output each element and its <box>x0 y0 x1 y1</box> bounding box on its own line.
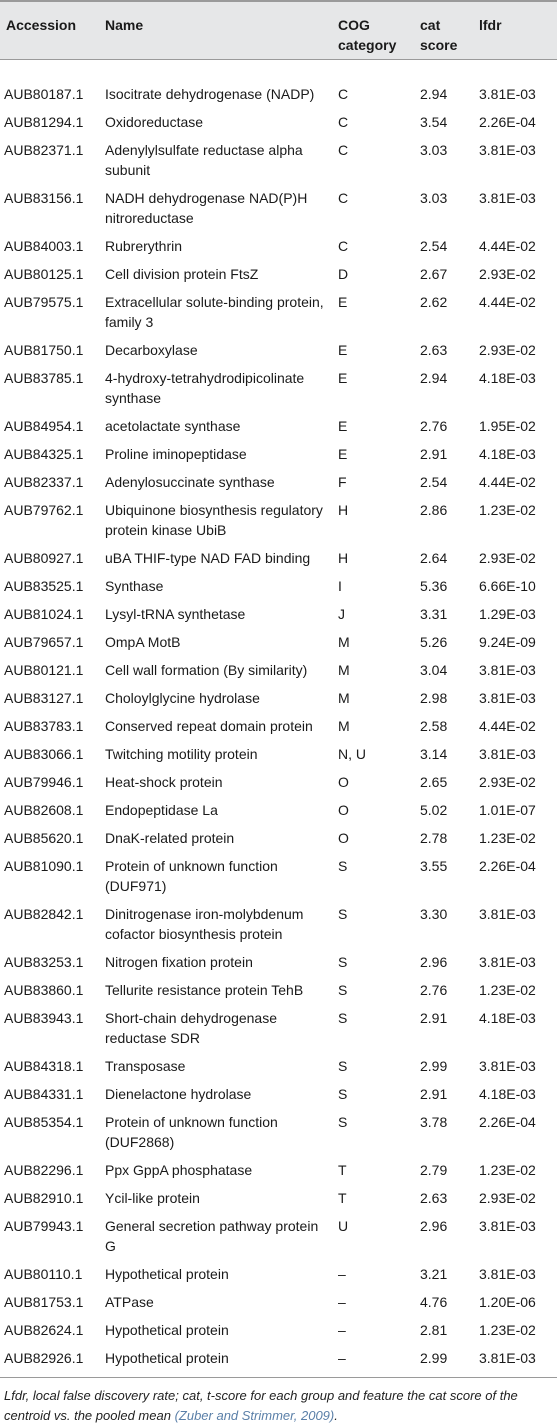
cell-lfdr: 2.26E-04 <box>479 113 536 130</box>
cell-cat-score: 2.63 <box>420 1189 448 1206</box>
cell-name: NADH dehydrogenase NAD(P)H nitroreductase <box>105 189 308 226</box>
cell-name: Short-chain dehydrogenase reductase SDR <box>105 1009 278 1046</box>
cell-cat-score: 2.67 <box>420 265 448 282</box>
cell-accession: AUB81753.1 <box>4 1293 84 1310</box>
cell-cat-score: 2.99 <box>420 1349 448 1366</box>
table-row <box>0 1004 557 1052</box>
table-header <box>0 1 557 59</box>
cell-cog-category: C <box>338 189 349 206</box>
cell-lfdr: 1.23E-02 <box>479 1161 536 1178</box>
cell-cat-score: 2.96 <box>420 953 448 970</box>
table-row <box>0 1052 557 1080</box>
footnote-end: . <box>334 1407 338 1423</box>
cell-lfdr: 3.81E-03 <box>479 745 536 762</box>
table-row <box>0 364 557 412</box>
cell-lfdr: 3.81E-03 <box>479 141 536 158</box>
cell-name: Nitrogen fixation protein <box>105 953 253 970</box>
cell-cog-category: E <box>338 341 348 358</box>
cell-cog-category: C <box>338 113 349 130</box>
cell-accession: AUB79762.1 <box>4 501 84 518</box>
cell-cog-category: M <box>338 633 350 650</box>
cell-cat-score: 2.64 <box>420 549 448 566</box>
table-row <box>0 656 557 684</box>
cell-lfdr: 3.81E-03 <box>479 189 536 206</box>
cell-lfdr: 4.18E-03 <box>479 1085 536 1102</box>
cell-cat-score: 2.86 <box>420 501 448 518</box>
cell-lfdr: 1.95E-02 <box>479 417 536 434</box>
footnote-reference-link[interactable]: (Zuber and Strimmer, 2009) <box>174 1407 335 1423</box>
cell-accession: AUB79657.1 <box>4 633 84 650</box>
cell-cog-category: S <box>338 905 348 922</box>
table-row <box>0 1156 557 1184</box>
table-row <box>0 684 557 712</box>
table-row <box>0 288 557 336</box>
table-row <box>0 948 557 976</box>
cell-accession: AUB81294.1 <box>4 113 84 130</box>
cell-lfdr: 4.44E-02 <box>479 293 536 310</box>
header-name: Name <box>105 17 144 33</box>
table-row <box>0 136 557 184</box>
cell-lfdr: 3.81E-03 <box>479 85 536 102</box>
cell-name: Tellurite resistance protein TehB <box>105 981 304 998</box>
cell-accession: AUB84003.1 <box>4 237 84 254</box>
cell-accession: AUB82910.1 <box>4 1189 84 1206</box>
table-row <box>0 976 557 1004</box>
cell-cog-category: S <box>338 857 348 874</box>
cell-accession: AUB83253.1 <box>4 953 84 970</box>
cell-name: DnaK-related protein <box>105 829 235 846</box>
cell-name: Ubiquinone biosynthesis regulatory protein kinase UbiB <box>105 501 323 538</box>
cell-cog-category: S <box>338 1113 348 1130</box>
cell-accession: AUB83525.1 <box>4 577 84 594</box>
cell-lfdr: 2.93E-02 <box>479 265 536 282</box>
cell-accession: AUB84325.1 <box>4 445 84 462</box>
cell-accession: AUB83860.1 <box>4 981 84 998</box>
cell-cog-category: E <box>338 369 348 386</box>
cell-lfdr: 4.44E-02 <box>479 237 536 254</box>
cell-name: Adenylosuccinate synthase <box>105 473 275 490</box>
cell-lfdr: 1.29E-03 <box>479 605 536 622</box>
cell-name: Ppx GppA phosphatase <box>105 1161 253 1178</box>
cell-cog-category: E <box>338 445 348 462</box>
table-row <box>0 1344 557 1378</box>
cell-lfdr: 2.26E-04 <box>479 857 536 874</box>
cell-name: Choloylglycine hydrolase <box>105 689 260 706</box>
cell-name: Dinitrogenase iron-molybdenum cofactor biosynthesis protein <box>105 905 304 942</box>
cell-lfdr: 3.81E-03 <box>479 1057 536 1074</box>
cell-cat-score: 5.02 <box>420 801 448 818</box>
cell-accession: AUB81750.1 <box>4 341 84 358</box>
cell-cat-score: 3.14 <box>420 745 448 762</box>
header-cat-line2: score <box>420 37 458 53</box>
cell-cat-score: 2.79 <box>420 1161 448 1178</box>
cell-cat-score: 2.91 <box>420 445 448 462</box>
cell-cog-category: – <box>338 1321 346 1338</box>
cell-cat-score: 2.65 <box>420 773 448 790</box>
cell-accession: AUB83066.1 <box>4 745 84 762</box>
cell-cat-score: 2.54 <box>420 237 448 254</box>
cell-name: Isocitrate dehydrogenase (NADP) <box>105 85 315 102</box>
cell-cat-score: 5.36 <box>420 577 448 594</box>
cell-cog-category: H <box>338 549 349 566</box>
cell-accession: AUB80125.1 <box>4 265 84 282</box>
cell-cog-category: D <box>338 265 349 282</box>
cell-accession: AUB80110.1 <box>4 1265 83 1282</box>
cell-accession: AUB82926.1 <box>4 1349 84 1366</box>
header-cat-line1: cat <box>420 17 441 33</box>
table-row <box>0 412 557 440</box>
cell-cat-score: 2.54 <box>420 473 448 490</box>
cell-cat-score: 2.76 <box>420 981 448 998</box>
cell-name: Cell division protein FtsZ <box>105 265 259 282</box>
cell-cog-category: T <box>338 1161 347 1178</box>
cell-accession: AUB80121.1 <box>4 661 84 678</box>
cell-cat-score: 2.63 <box>420 341 448 358</box>
cell-cog-category: E <box>338 417 348 434</box>
table-row <box>0 1260 557 1288</box>
cell-cat-score: 2.91 <box>420 1085 448 1102</box>
cell-accession: AUB85620.1 <box>4 829 84 846</box>
table-row <box>0 336 557 364</box>
cell-cog-category: M <box>338 661 350 678</box>
table-row <box>0 496 557 544</box>
cell-cat-score: 5.26 <box>420 633 448 650</box>
cell-cog-category: U <box>338 1217 349 1234</box>
header-cog-category <box>334 1 416 59</box>
cell-lfdr: 1.01E-07 <box>479 801 536 818</box>
cell-cat-score: 2.98 <box>420 689 448 706</box>
cell-cog-category: C <box>338 237 349 254</box>
cell-cog-category: M <box>338 689 350 706</box>
cell-cog-category: S <box>338 953 348 970</box>
cell-cog-category: – <box>338 1293 346 1310</box>
cell-name: Heat-shock protein <box>105 773 223 790</box>
table-row <box>0 824 557 852</box>
cell-lfdr: 1.23E-02 <box>479 981 536 998</box>
cell-lfdr: 9.24E-09 <box>479 633 536 650</box>
table-row <box>0 852 557 900</box>
cell-cog-category: S <box>338 1009 348 1026</box>
cell-lfdr: 2.93E-02 <box>479 341 536 358</box>
cell-lfdr: 3.81E-03 <box>479 905 536 922</box>
cell-name: Transposase <box>105 1057 186 1074</box>
cell-lfdr: 1.23E-02 <box>479 1321 536 1338</box>
cell-accession: AUB84318.1 <box>4 1057 84 1074</box>
cell-name: Oxidoreductase <box>105 113 204 130</box>
cell-accession: AUB83943.1 <box>4 1009 84 1026</box>
table-row <box>0 1288 557 1316</box>
cell-name: Ycil-like protein <box>105 1189 200 1206</box>
cell-lfdr: 3.81E-03 <box>479 661 536 678</box>
cell-cog-category: – <box>338 1349 346 1366</box>
cell-cat-score: 3.78 <box>420 1113 448 1130</box>
cell-cat-score: 2.94 <box>420 369 448 386</box>
table-row <box>0 572 557 600</box>
cell-cat-score: 2.81 <box>420 1321 448 1338</box>
cell-lfdr: 1.20E-06 <box>479 1293 536 1310</box>
cell-cat-score: 2.96 <box>420 1217 448 1234</box>
cell-cat-score: 2.58 <box>420 717 448 734</box>
cell-cog-category: C <box>338 141 349 158</box>
cell-name: Hypothetical protein <box>105 1265 229 1282</box>
header-lfdr: lfdr <box>479 17 502 33</box>
cell-cog-category: O <box>338 829 349 846</box>
cell-accession: AUB82624.1 <box>4 1321 84 1338</box>
cell-cog-category: F <box>338 473 347 490</box>
cell-cat-score: 3.03 <box>420 189 448 206</box>
cell-name: General secretion pathway protein G <box>105 1217 319 1254</box>
cell-lfdr: 6.66E-10 <box>479 577 536 594</box>
cell-cog-category: E <box>338 293 348 310</box>
cell-lfdr: 4.18E-03 <box>479 445 536 462</box>
cell-lfdr: 4.44E-02 <box>479 473 536 490</box>
cell-cog-category: O <box>338 773 349 790</box>
cell-lfdr: 4.44E-02 <box>479 717 536 734</box>
header-cog-line1: COG <box>338 17 370 33</box>
cell-accession: AUB80927.1 <box>4 549 84 566</box>
cell-accession: AUB84954.1 <box>4 417 84 434</box>
table-row <box>0 232 557 260</box>
cell-name: Lysyl-tRNA synthetase <box>105 605 246 622</box>
cell-name: Cell wall formation (By similarity) <box>105 661 308 678</box>
cell-accession: AUB85354.1 <box>4 1113 84 1130</box>
cell-name: Decarboxylase <box>105 341 198 358</box>
table-body <box>0 59 557 1377</box>
header-row <box>0 1 557 59</box>
cell-name: ATPase <box>105 1293 154 1310</box>
cell-lfdr: 3.81E-03 <box>479 953 536 970</box>
cell-lfdr: 2.93E-02 <box>479 773 536 790</box>
cell-accession: AUB82842.1 <box>4 905 84 922</box>
cell-cat-score: 4.76 <box>420 1293 448 1310</box>
cell-name: OmpA MotB <box>105 633 181 650</box>
cell-cat-score: 2.76 <box>420 417 448 434</box>
cell-name: uBA THIF-type NAD FAD binding <box>105 549 311 566</box>
cell-name: Proline iminopeptidase <box>105 445 247 462</box>
cell-name: Rubrerythrin <box>105 237 183 254</box>
cell-accession: AUB79575.1 <box>4 293 84 310</box>
cell-lfdr: 2.93E-02 <box>479 549 536 566</box>
cell-accession: AUB83785.1 <box>4 369 84 386</box>
cell-cat-score: 3.04 <box>420 661 448 678</box>
cell-cog-category: S <box>338 1085 348 1102</box>
table-row <box>0 628 557 656</box>
table-row <box>0 712 557 740</box>
cell-lfdr: 3.81E-03 <box>479 1349 536 1366</box>
cell-accession: AUB83127.1 <box>4 689 84 706</box>
cell-name: Endopeptidase La <box>105 801 218 818</box>
cell-name: Hypothetical protein <box>105 1321 229 1338</box>
cell-name: Synthase <box>105 577 164 594</box>
header-accession: Accession <box>6 17 77 33</box>
cell-cat-score: 3.30 <box>420 905 448 922</box>
table-row <box>0 544 557 572</box>
cell-cat-score: 2.78 <box>420 829 448 846</box>
table-row <box>0 1108 557 1156</box>
cell-name: Protein of unknown function (DUF971) <box>105 857 278 894</box>
cell-accession: AUB79943.1 <box>4 1217 84 1234</box>
cell-name: Protein of unknown function (DUF2868) <box>105 1113 278 1150</box>
cell-cat-score: 2.91 <box>420 1009 448 1026</box>
header-cog-line2: category <box>338 37 397 53</box>
table-footnote <box>0 1378 557 1426</box>
cell-cat-score: 2.94 <box>420 85 448 102</box>
cell-accession: AUB81090.1 <box>4 857 84 874</box>
table-row <box>0 1080 557 1108</box>
cell-cat-score: 3.21 <box>420 1265 448 1282</box>
cell-lfdr: 3.81E-03 <box>479 1217 536 1234</box>
cell-cat-score: 3.55 <box>420 857 448 874</box>
table-row <box>0 1184 557 1212</box>
cell-cog-category: I <box>338 577 342 594</box>
footnote-text: Lfdr, local false discovery rate; cat, t-score for each group and feature the cat score of the centroid vs. the pooled mean <box>4 1387 518 1423</box>
table-row <box>0 260 557 288</box>
cell-lfdr: 1.23E-02 <box>479 829 536 846</box>
cell-name: Twitching motility protein <box>105 745 258 762</box>
cell-lfdr: 3.81E-03 <box>479 1265 536 1282</box>
table-row <box>0 796 557 824</box>
cell-accession: AUB82371.1 <box>4 141 84 158</box>
cell-accession: AUB79946.1 <box>4 773 84 790</box>
cell-lfdr: 3.81E-03 <box>479 689 536 706</box>
cell-cog-category: H <box>338 501 349 518</box>
cell-name: 4-hydroxy-tetrahydrodipicolinate synthase <box>105 369 305 406</box>
cell-lfdr: 4.18E-03 <box>479 1009 536 1026</box>
cell-lfdr: 2.26E-04 <box>479 1113 536 1130</box>
cell-cog-category: – <box>338 1265 346 1282</box>
cell-accession: AUB82337.1 <box>4 473 84 490</box>
cell-accession: AUB81024.1 <box>4 605 84 622</box>
cell-name: Dienelactone hydrolase <box>105 1085 252 1102</box>
cell-cog-category: T <box>338 1189 347 1206</box>
cell-lfdr: 4.18E-03 <box>479 369 536 386</box>
cell-cog-category: C <box>338 85 349 102</box>
table-row <box>0 900 557 948</box>
table-row <box>0 768 557 796</box>
cell-cog-category: N, U <box>338 745 366 762</box>
cell-name: Conserved repeat domain protein <box>105 717 313 734</box>
cell-name: acetolactate synthase <box>105 417 241 434</box>
table-row <box>0 59 557 108</box>
cell-cog-category: S <box>338 1057 348 1074</box>
cell-name: Hypothetical protein <box>105 1349 229 1366</box>
cell-accession: AUB82296.1 <box>4 1161 84 1178</box>
cell-lfdr: 1.23E-02 <box>479 501 536 518</box>
cell-accession: AUB84331.1 <box>4 1085 84 1102</box>
header-cat-score <box>416 1 475 59</box>
cell-cat-score: 3.54 <box>420 113 448 130</box>
cell-cog-category: J <box>338 605 345 622</box>
cell-cog-category: M <box>338 717 350 734</box>
cell-cog-category: O <box>338 801 349 818</box>
cell-accession: AUB82608.1 <box>4 801 84 818</box>
table-row <box>0 600 557 628</box>
cell-cat-score: 2.99 <box>420 1057 448 1074</box>
cell-accession: AUB83783.1 <box>4 717 84 734</box>
cell-name: Extracellular solute-binding protein, family 3 <box>105 293 324 330</box>
cell-accession: AUB83156.1 <box>4 189 84 206</box>
cell-cog-category: S <box>338 981 348 998</box>
table-row <box>0 740 557 768</box>
table-row <box>0 1212 557 1260</box>
cell-accession: AUB80187.1 <box>4 85 84 102</box>
cell-lfdr: 2.93E-02 <box>479 1189 536 1206</box>
table-row <box>0 184 557 232</box>
table-row <box>0 1316 557 1344</box>
table-row <box>0 108 557 136</box>
cell-cat-score: 3.31 <box>420 605 448 622</box>
cell-cat-score: 2.62 <box>420 293 448 310</box>
cell-name: Adenylylsulfate reductase alpha subunit <box>105 141 303 178</box>
table-row <box>0 468 557 496</box>
cell-cat-score: 3.03 <box>420 141 448 158</box>
table-row <box>0 440 557 468</box>
